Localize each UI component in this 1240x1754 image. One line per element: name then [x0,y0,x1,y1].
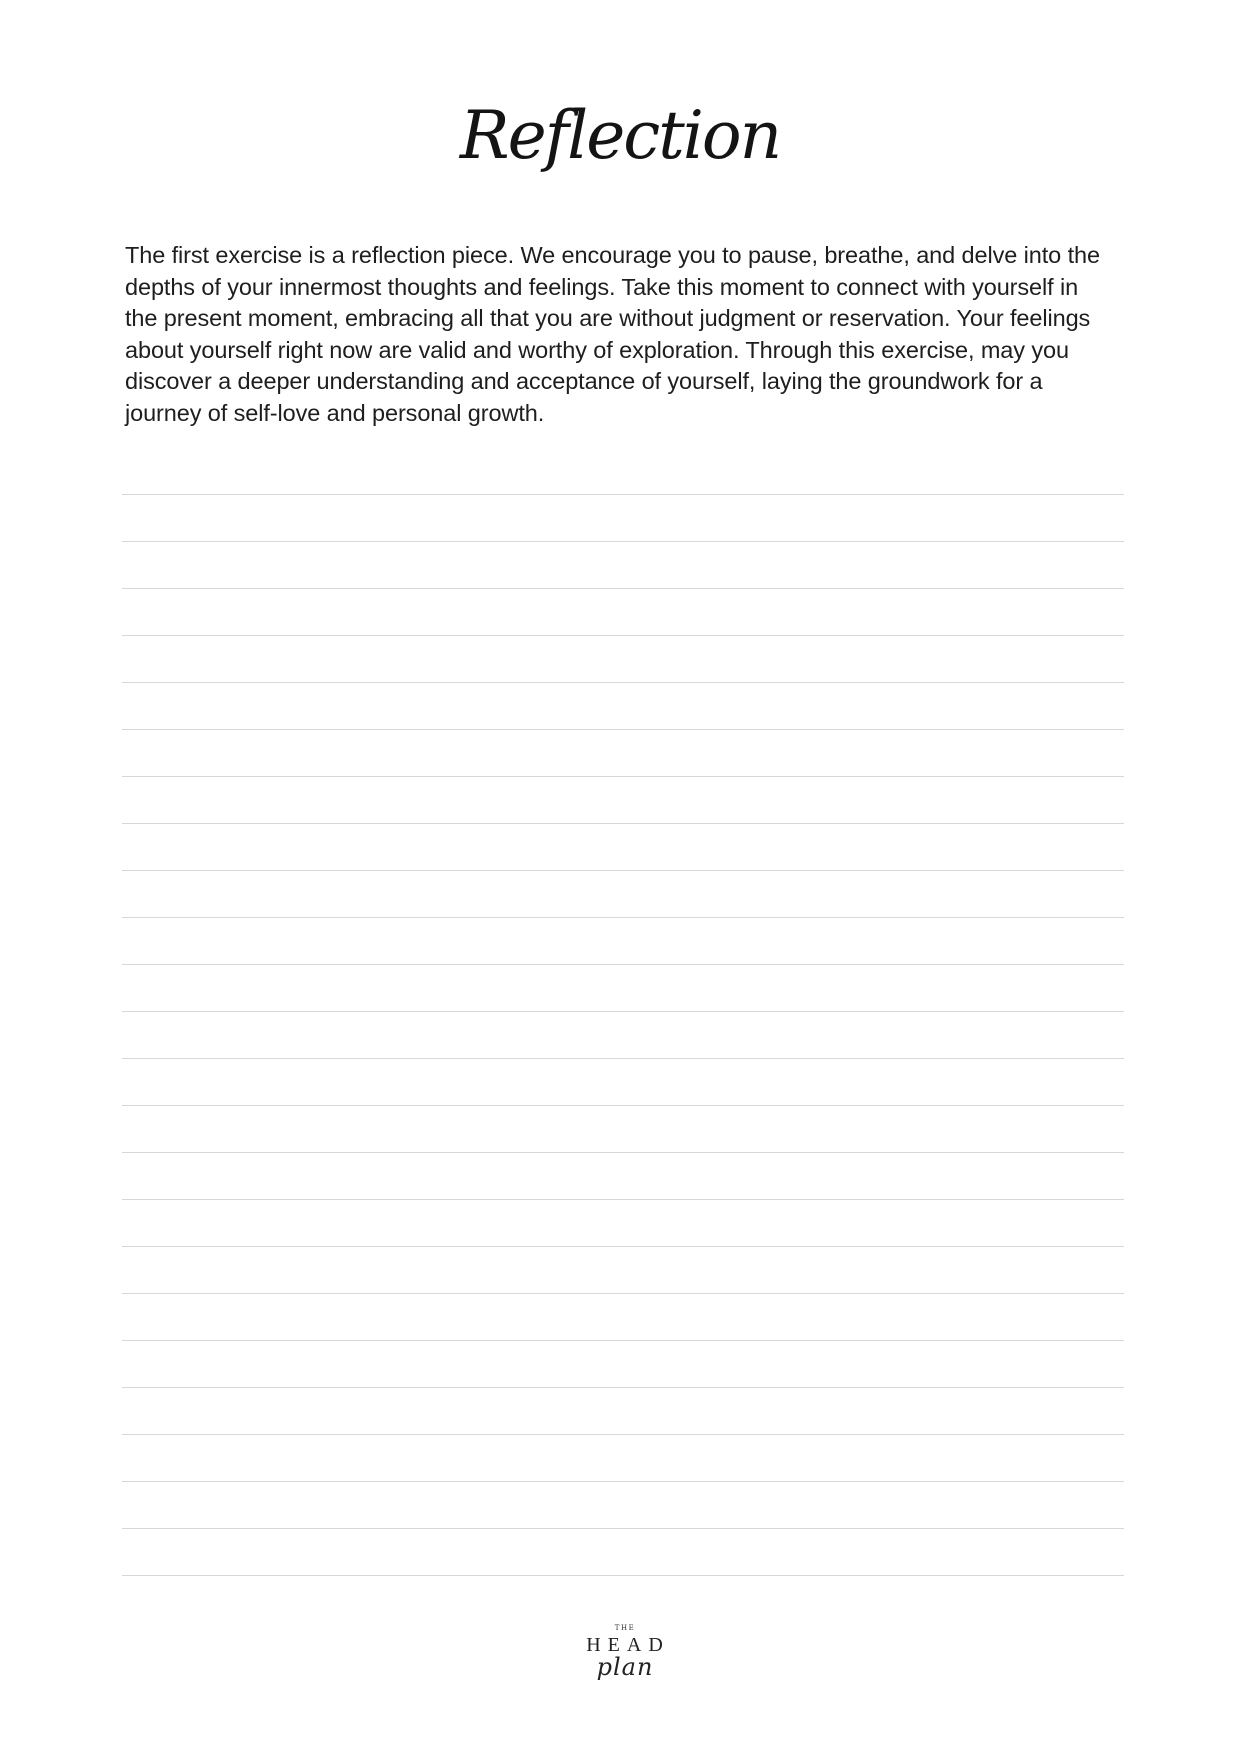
brand-logo [570,1624,680,1694]
writing-line [122,541,1124,542]
writing-line [122,1481,1124,1482]
writing-line [122,1575,1124,1576]
writing-line [122,1293,1124,1294]
writing-line [122,1434,1124,1435]
writing-line [122,1528,1124,1529]
writing-line [122,870,1124,871]
brand-logo-head: HEAD [586,1634,670,1656]
brand-logo-the: THE [614,1624,636,1632]
writing-line [122,1387,1124,1388]
intro-paragraph: The first exercise is a reflection piece. We encourage you to pause, breathe, and delve into the depths of your innermost thoughts and feelings. Take this moment to connect with yourself in the present moment, embracing all that you are without judgment or reservation. Your feelings about yourself right now are valid and worthy of exploration. Through this exercise, may you discover a deeper understanding and acceptance of yourself, laying the groundwork for a journey of self-love and personal growth. [125,242,1100,426]
writing-line [122,588,1124,589]
writing-line [122,729,1124,730]
page-title: Reflection [459,97,781,174]
writing-line [122,1152,1124,1153]
writing-line [122,1246,1124,1247]
writing-line [122,494,1124,495]
writing-line [122,1011,1124,1012]
writing-line [122,917,1124,918]
brand-logo-plan: plan [596,1653,654,1681]
writing-line [122,1105,1124,1106]
writing-line [122,682,1124,683]
writing-line [122,823,1124,824]
writing-line [122,1199,1124,1200]
writing-line [122,964,1124,965]
writing-line [122,776,1124,777]
writing-line [122,1058,1124,1059]
writing-line [122,635,1124,636]
writing-line [122,1340,1124,1341]
